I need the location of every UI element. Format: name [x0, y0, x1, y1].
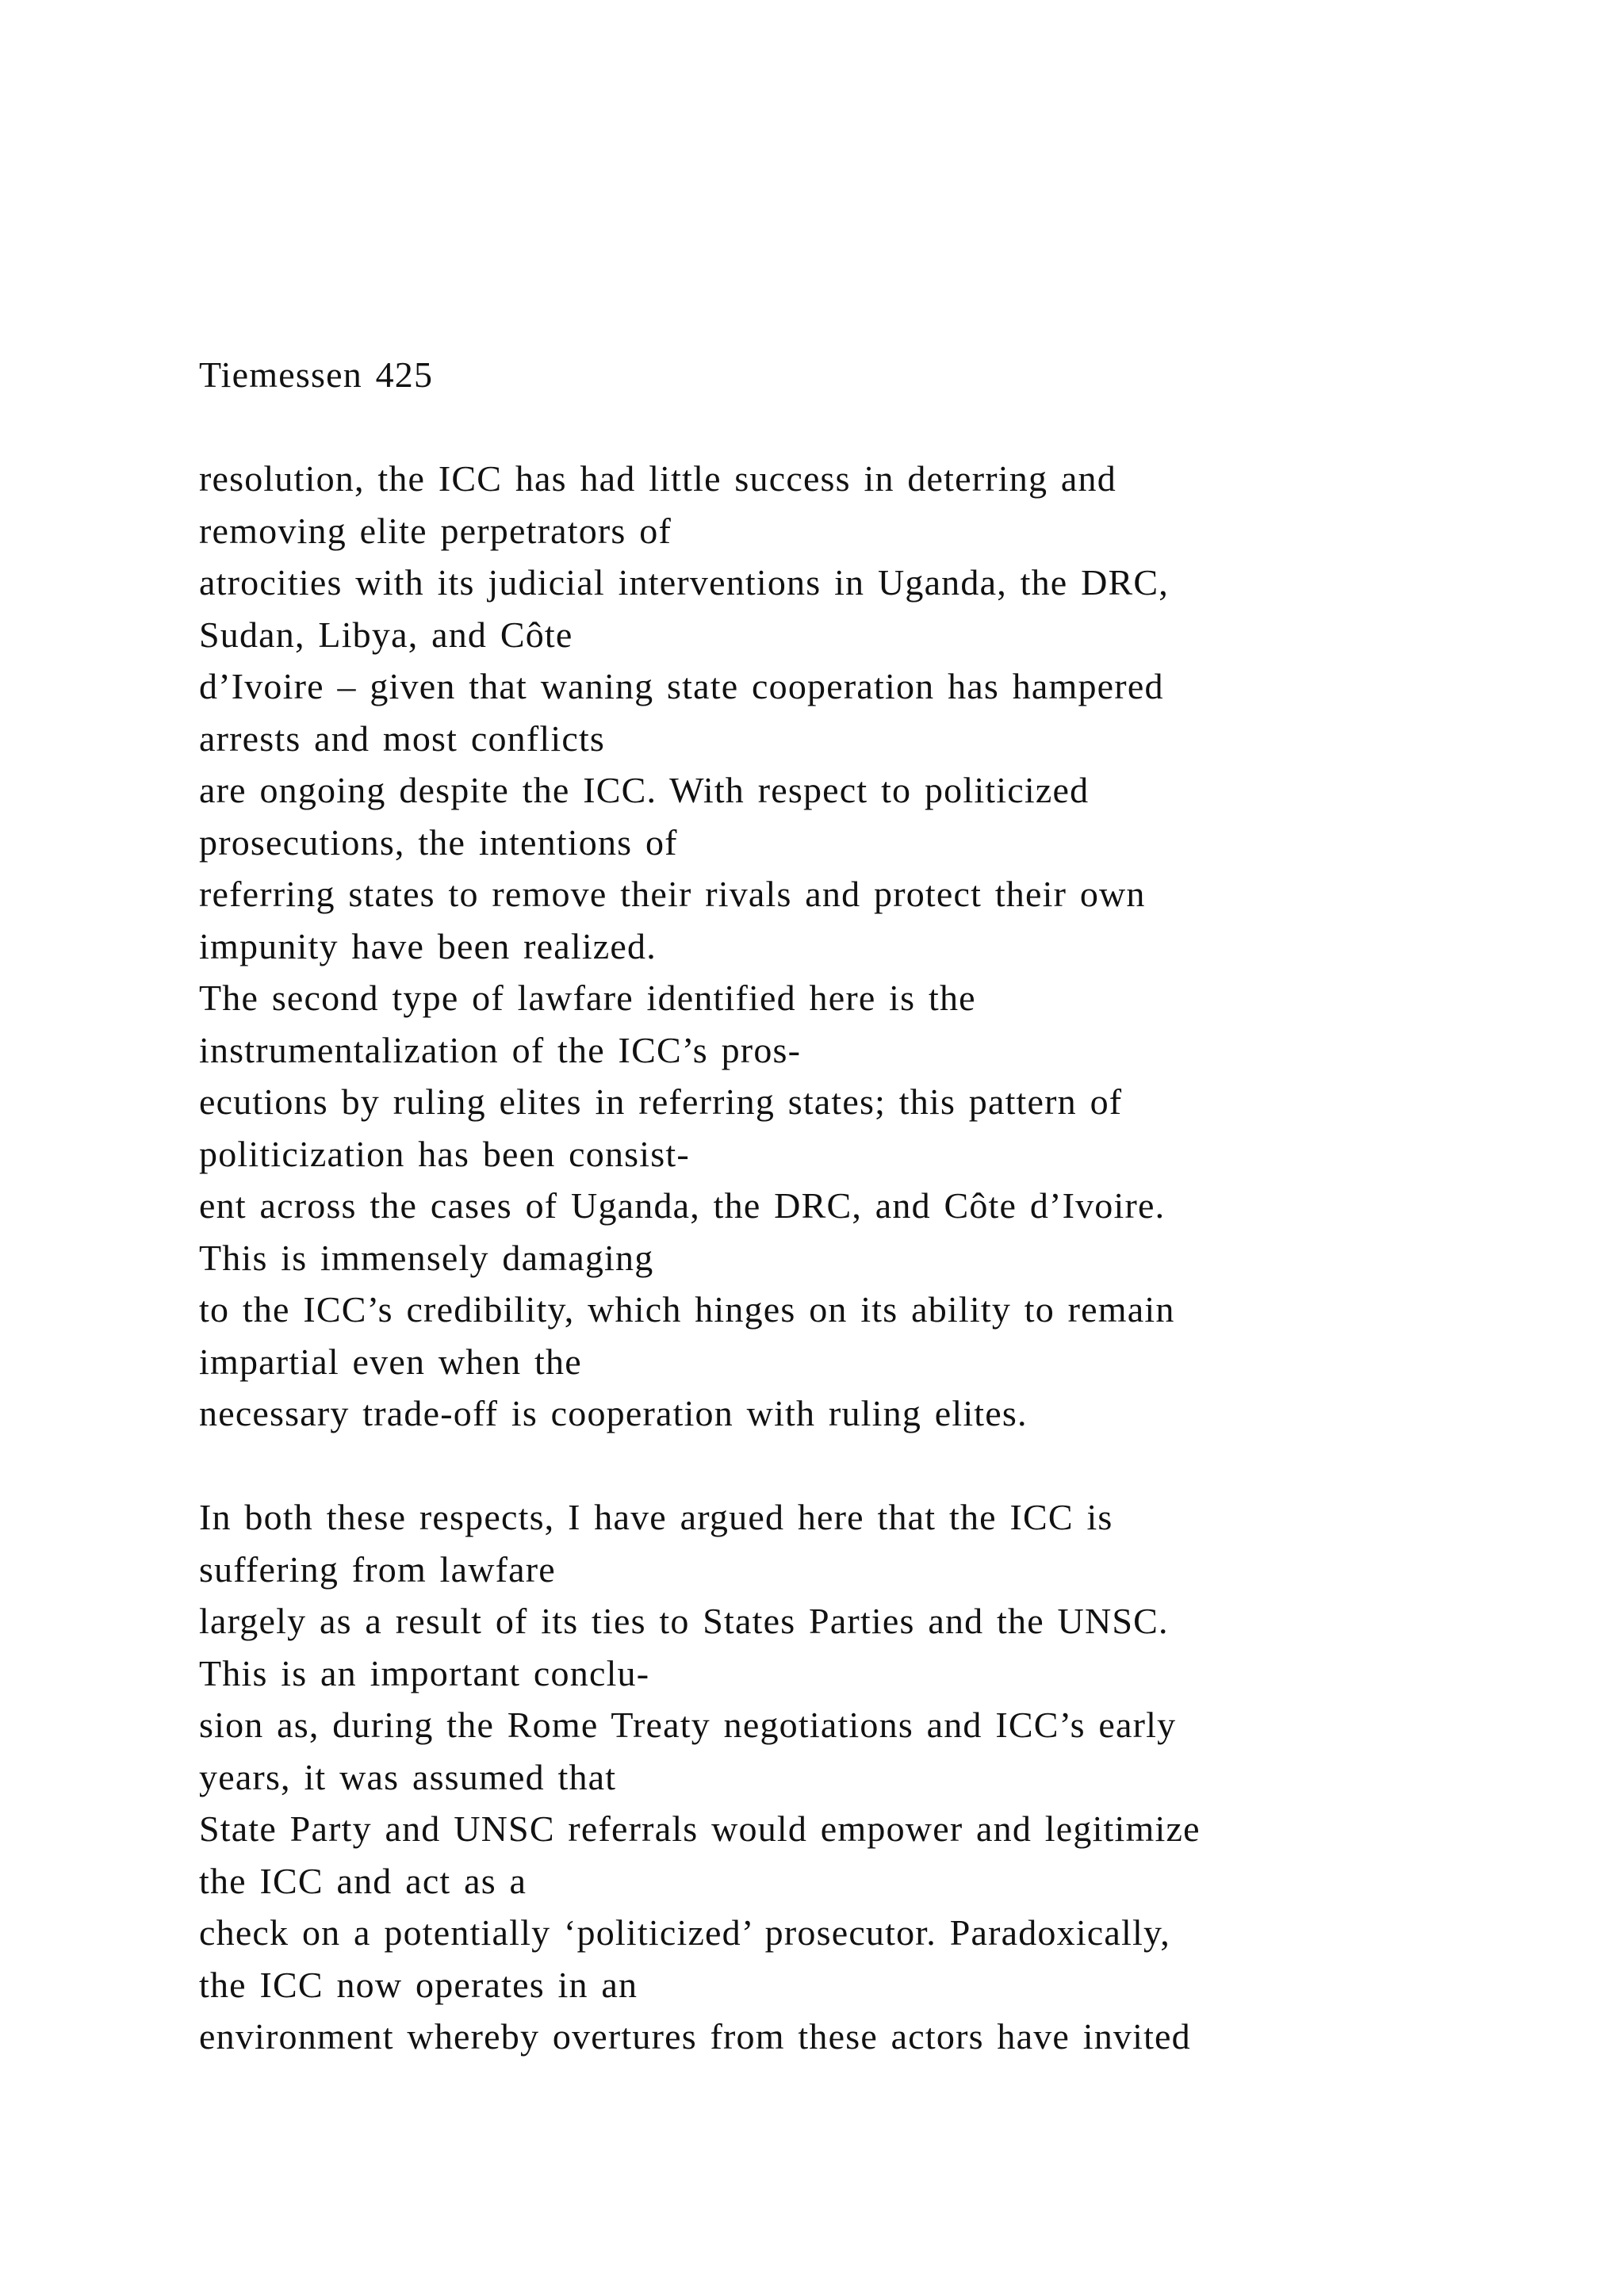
text-line: removing elite perpetrators of — [199, 510, 672, 551]
text-line: arrests and most conflicts — [199, 718, 606, 759]
text-line: years, it was assumed that — [199, 1756, 617, 1797]
text-line: to the ICC’s credibility, which hinges on its ability to remain — [199, 1289, 1175, 1330]
text-line: the ICC now operates in an — [199, 1964, 638, 2005]
text-line: Sudan, Libya, and Côte — [199, 614, 573, 655]
text-line: atrocities with its judicial interventions in Uganda, the DRC, — [199, 562, 1169, 603]
paragraph-1 — [199, 453, 1563, 1440]
text-line: This is immensely damaging — [199, 1237, 654, 1278]
text-line: impunity have been realized. — [199, 925, 657, 966]
text-line: the ICC and act as a — [199, 1860, 527, 1901]
text-line: In both these respects, I have argued here that the ICC is — [199, 1497, 1113, 1537]
spacer — [199, 401, 1563, 453]
text-line: suffering from lawfare — [199, 1548, 556, 1590]
text-line: check on a potentially ‘politicized’ prosecutor. Paradoxically, — [199, 1912, 1170, 1953]
text-line: sion as, during the Rome Treaty negotiations and ICC’s early — [199, 1705, 1177, 1745]
text-line: State Party and UNSC referrals would empower and legitimize — [199, 1808, 1201, 1849]
text-line: are ongoing despite the ICC. With respect to politicized — [199, 770, 1090, 810]
text-line: impartial even when the — [199, 1341, 582, 1382]
text-line: politicization has been consist- — [199, 1133, 690, 1174]
running-head: Tiemessen 425 — [199, 354, 434, 395]
text-line: prosecutions, the intentions of — [199, 821, 678, 863]
text-line: ecutions by ruling elites in referring states; this pattern of — [199, 1081, 1123, 1122]
text-line: resolution, the ICC has had little success in deterring and — [199, 458, 1116, 499]
text-line: d’Ivoire – given that waning state cooperation has hampered — [199, 666, 1164, 706]
text-line: environment whereby overtures from these actors have invited — [199, 2016, 1191, 2057]
paragraph-2 — [199, 1491, 1563, 2063]
text-line: ent across the cases of Uganda, the DRC, and Côte d’Ivoire. — [199, 1185, 1166, 1226]
text-line: largely as a result of its ties to States Parties and the UNSC. — [199, 1601, 1169, 1641]
text-line: The second type of lawfare identified here is the — [199, 978, 976, 1018]
text-line: necessary trade-off is cooperation with ruling elites. — [199, 1393, 1028, 1433]
text-line: This is an important conclu- — [199, 1652, 650, 1693]
text-line: referring states to remove their rivals and protect their own — [199, 874, 1146, 914]
document-text — [199, 349, 1563, 2063]
text-line: instrumentalization of the ICC’s pros- — [199, 1029, 802, 1070]
paragraph-break — [199, 1440, 1563, 1492]
